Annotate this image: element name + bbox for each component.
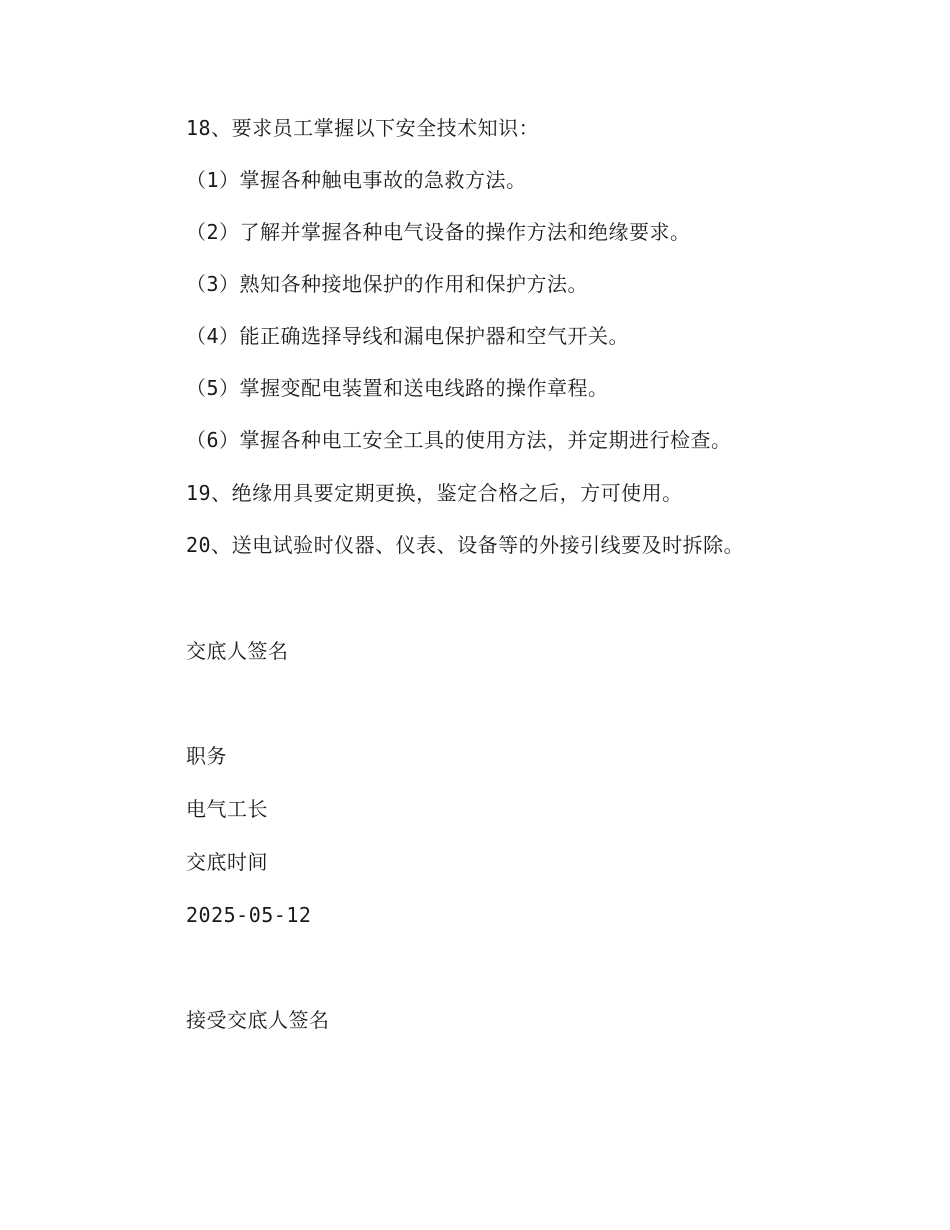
sub-item-1: （1）掌握各种触电事故的急救方法。 xyxy=(186,168,527,192)
position-label: 职务 xyxy=(186,744,227,768)
sub-item-5: （5）掌握变配电装置和送电线路的操作章程。 xyxy=(186,376,609,400)
presenter-signature-label: 交底人签名 xyxy=(186,639,289,663)
sub-item-4: （4）能正确选择导线和漏电保护器和空气开关。 xyxy=(186,324,630,348)
time-label: 交底时间 xyxy=(186,850,268,874)
receiver-signature-label: 接受交底人签名 xyxy=(186,1008,330,1032)
sub-item-6: （6）掌握各种电工安全工具的使用方法，并定期进行检查。 xyxy=(186,428,732,452)
sub-item-2: （2）了解并掌握各种电气设备的操作方法和绝缘要求。 xyxy=(186,220,691,244)
sub-item-3: （3）熟知各种接地保护的作用和保护方法。 xyxy=(186,272,589,296)
time-value: 2025-05-12 xyxy=(186,903,312,927)
item-20: 20、送电试验时仪器、仪表、设备等的外接引线要及时拆除。 xyxy=(186,533,745,557)
item-18: 18、要求员工掌握以下安全技术知识： xyxy=(186,116,540,140)
item-19: 19、绝缘用具要定期更换，鉴定合格之后，方可使用。 xyxy=(186,481,683,505)
position-value: 电气工长 xyxy=(186,797,268,821)
